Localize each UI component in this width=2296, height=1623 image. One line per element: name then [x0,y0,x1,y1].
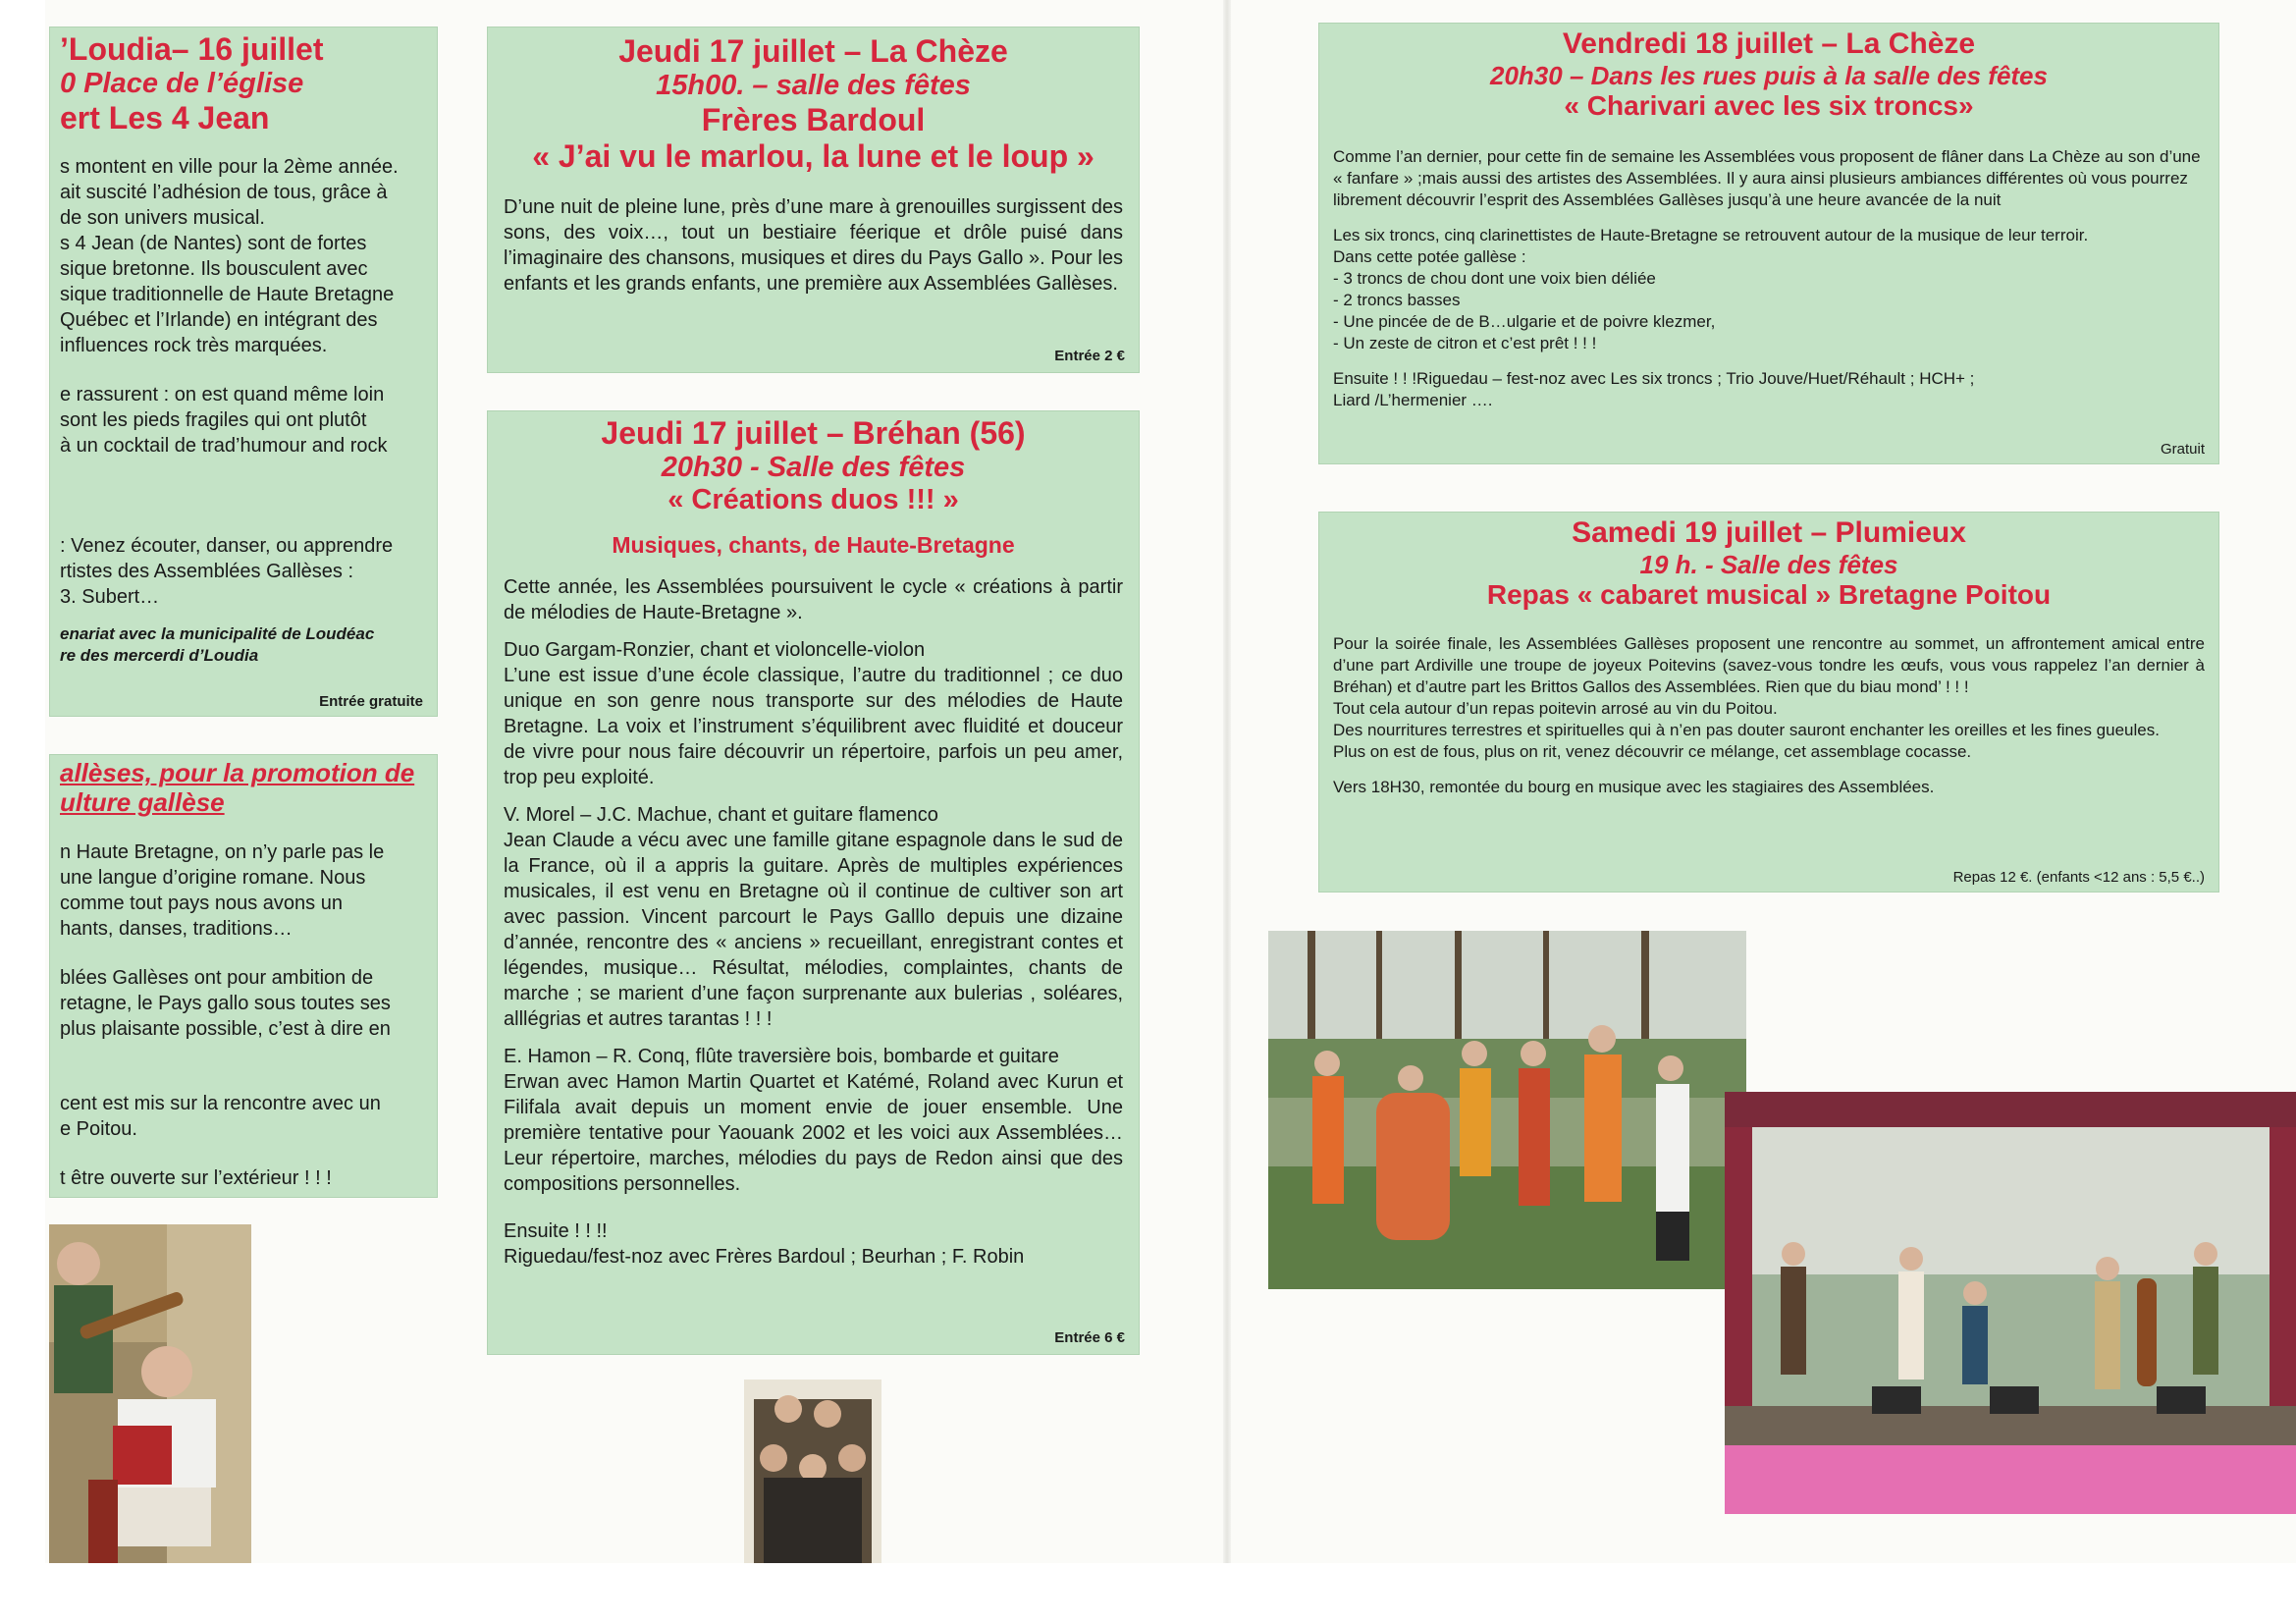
text-line: de son univers musical. [60,206,265,229]
duo-text: Jean Claude a vécu avec une famille gitane espagnole dans le sud de la France, où il a appris la guitare. Après de multiples expériences musicales, il est venu en Bretagne où il continue de cultiver son art avec passion. Vincent parcourt le Pays Galllo depuis une dizaine d’année, rencontre des « anciens » recueillant, enregistrant contes et légendes, musique… Résultat, mélodies, complaintes, chants de marche ; se marient d’une façon surprenante aux bulerias , soléares, alllégrias et autres tarantas ! ! ! [504,829,1123,1030]
parade-photo [1268,931,1746,1289]
text-line: t être ouverte sur l’extérieur ! ! ! [60,1166,332,1189]
text-line: une langue d’origine romane. Nous [60,866,366,889]
stage-photo [1725,1092,2296,1514]
event-time-venue: 15h00. – salle des fêtes [656,69,971,101]
text-line: Tout cela autour d’un repas poitevin arrosé au vin du Poitou. [1333,698,1778,718]
duo-heading: E. Hamon – R. Conq, flûte traversière bois, bombarde et guitare [504,1045,1059,1067]
text-line: plus plaisante possible, c’est à dire en [60,1017,391,1040]
duo-heading: V. Morel – J.C. Machue, chant et guitare flamenco [504,803,938,826]
event-title: Jeudi 17 juillet – Bréhan (56) [601,415,1026,451]
event-time-venue: 20h30 – Dans les rues puis à la salle des fêtes [1490,60,2048,90]
event-venue: 0 Place de l’église [60,67,304,99]
brehan-event-box [487,410,1140,1355]
mission-title: ulture gallèse [60,786,225,817]
event-artist: ert Les 4 Jean [60,100,270,136]
la-cheze-afternoon-box [487,27,1140,373]
entry-price: Entrée 6 € [1054,1329,1125,1346]
text-line: - 2 troncs basses [1333,290,1461,309]
intro-text: Cette année, les Assemblées poursuivent le cycle « créations à partir de mélodies de Haute-Bretagne ». [504,575,1123,623]
paper-edge [0,0,45,1623]
entry-price: Entrée gratuite [319,693,423,710]
text-line: e Poitou. [60,1117,137,1140]
event-show: « Charivari avec les six troncs» [1564,90,1974,122]
group-photo [744,1380,881,1563]
event-tagline: Musiques, chants, de Haute-Bretagne [612,532,1015,559]
text-line: sique traditionnelle de Haute Bretagne [60,283,395,305]
text-line: - Un zeste de citron et c’est prêt ! ! ! [1333,333,1597,352]
paragraph: Pour la soirée finale, les Assemblées Gallèses proposent une rencontre au sommet, un affrontement amical entre d’une part Ardiville une troupe de joyeux Poitevins (savez-vous tondre les œufs, vous vous rappelez l’an dernier à Bréhan) et d’autre part les Brittos Gallos des Assemblées. Rien que du biau mond’ ! ! ! [1333,633,2205,696]
event-title: Vendredi 18 juillet – La Chèze [1562,27,1976,60]
mission-text [60,839,427,1191]
text-line: Plus on est de fous, plus on rit, venez découvrir ce mélange, cet assemblage cocasse. [1333,741,1972,761]
text-line: e rassurent : on est quand même loin [60,383,385,406]
text-line: influences rock très marquées. [60,334,328,356]
entry-price: Gratuit [2160,441,2205,458]
text-line: : Venez écouter, danser, ou apprendre [60,534,394,557]
text-line: 3. Subert… [60,585,160,608]
text-line: Québec et l’Irlande) en intégrant des [60,308,378,331]
event-title: ’Loudia– 16 juillet [60,31,324,67]
event-show: Repas « cabaret musical » Bretagne Poitou [1486,579,2052,611]
text-line: - 3 troncs de chou dont une voix bien déliée [1333,268,1656,288]
paragraph: Comme l’an dernier, pour cette fin de semaine les Assemblées vous proposent de flâner dans La Chèze au son d’une « fanfare » ;mais aussi des artistes des Assemblées. Il y aura ainsi plusieurs ambiances différentes où vous pourrez librement découvrir l’esprit des Assemblées Gallèses jusqu’à une heure avancée de la nuit [1333,146,2201,209]
mission-title: allèses, pour la promotion de [60,758,415,787]
text-line: à un cocktail de trad’humour and rock [60,434,388,457]
duo-text: Erwan avec Hamon Martin Quartet et Katémé, Roland avec Kurun et Filifala avait depuis un moment envie de jouer ensemble. Une première tentative pour Yaouank 2002 et les voici aux Assemblées… Leur répertoire, marches, mélodies du pays de Redon ainsi que des compositions personnelles. [504,1070,1123,1195]
entry-price: Entrée 2 € [1054,348,1125,364]
after-heading: Ensuite ! ! !! [504,1219,608,1242]
page-margin [0,1563,2296,1623]
text-line: comme tout pays nous avons un [60,892,343,914]
event-title: Jeudi 17 juillet – La Chèze [618,33,1008,69]
event-show: « Créations duos !!! » [667,484,959,516]
event-artist: Frères Bardoul [701,102,926,138]
event-show: « J’ai vu le marlou, la lune et le loup » [532,137,1095,174]
event-title: Samedi 19 juillet – Plumieux [1572,516,1966,549]
entry-price: Repas 12 €. (enfants <12 ans : 5,5 €..) [1952,869,2205,886]
event-description [502,194,1125,297]
text-line: sont les pieds fragiles qui ont plutôt [60,408,367,431]
description-text: D’une nuit de pleine lune, près d’une mare à grenouilles surgissent des sons, des voix…, tout un bestiaire féerique et drôle puisé dans l’imaginaire des chansons, musiques et dires du Pays Gallo ». Pour les enfants et les grands enfants, une première aux Assemblées Gallèses. [504,195,1123,295]
loudia-event-box [49,27,438,717]
partnership-note: enariat avec la municipalité de Loudéac [60,623,375,643]
plumieux-event-box [1318,512,2219,893]
after-text: Riguedau/fest-noz avec Frères Bardoul ; Beurhan ; F. Robin [504,1245,1025,1268]
event-description [1333,633,2205,798]
text-line: s montent en ville pour la 2ème année. [60,155,399,178]
galleses-mission-box [49,754,438,1198]
text-line: blées Gallèses ont pour ambition de [60,966,374,989]
la-cheze-evening-box [1318,23,2219,464]
duo-text: L’une est issue d’une école classique, l’autre du traditionnel ; ce duo unique en son genre nous transporte sur des mélodies de Haute Bretagne. La voix et l’instrument s’équilibrent avec fluidité et douceur de vivre pour nous faire découvrir un répertoire, parfois un peu amer, trop peu exploité. [504,664,1123,788]
page-fold [1223,0,1231,1623]
text-line: - Une pincée de de B…ulgarie et de poivre klezmer, [1333,311,1716,331]
text-line: ait suscité l’adhésion de tous, grâce à [60,181,388,203]
text-line: Les six troncs, cinq clarinettistes de Haute-Bretagne se retrouvent autour de la musique de leur terroir. [1333,225,2089,244]
partnership-note: re des mercerdi d’Loudia [60,645,259,665]
text-line: s 4 Jean (de Nantes) sont de fortes [60,232,367,254]
duo-heading: Duo Gargam-Ronzier, chant et violoncelle-violon [504,638,926,661]
text-line: n Haute Bretagne, on n’y parle pas le [60,840,385,863]
event-description [502,574,1125,1270]
text-line: rtistes des Assemblées Gallèses : [60,560,354,582]
event-description [1333,146,2205,411]
text-line: Des nourritures terrestres et spirituelles qui à n’en pas douter sauront enchanter les oreilles et les fines gueules. [1333,720,2160,739]
event-description [60,154,427,667]
paragraph: Vers 18H30, remontée du bourg en musique avec les stagiaires des Assemblées. [1333,777,1935,796]
text-line: Ensuite ! ! !Riguedau – fest-noz avec Les six troncs ; Trio Jouve/Huet/Réhault ; HCH+ ; [1333,368,1975,388]
event-time-venue: 19 h. - Salle des fêtes [1639,549,1898,579]
event-time-venue: 20h30 - Salle des fêtes [661,451,966,483]
accordion-photo [49,1224,251,1563]
text-line: retagne, le Pays gallo sous toutes ses [60,992,391,1014]
text-line: hants, danses, traditions… [60,917,293,940]
text-line: sique bretonne. Ils bousculent avec [60,257,368,280]
text-line: Liard /L’hermenier …. [1333,390,1493,409]
text-line: Dans cette potée gallèse : [1333,246,1526,266]
text-line: cent est mis sur la rencontre avec un [60,1092,381,1114]
